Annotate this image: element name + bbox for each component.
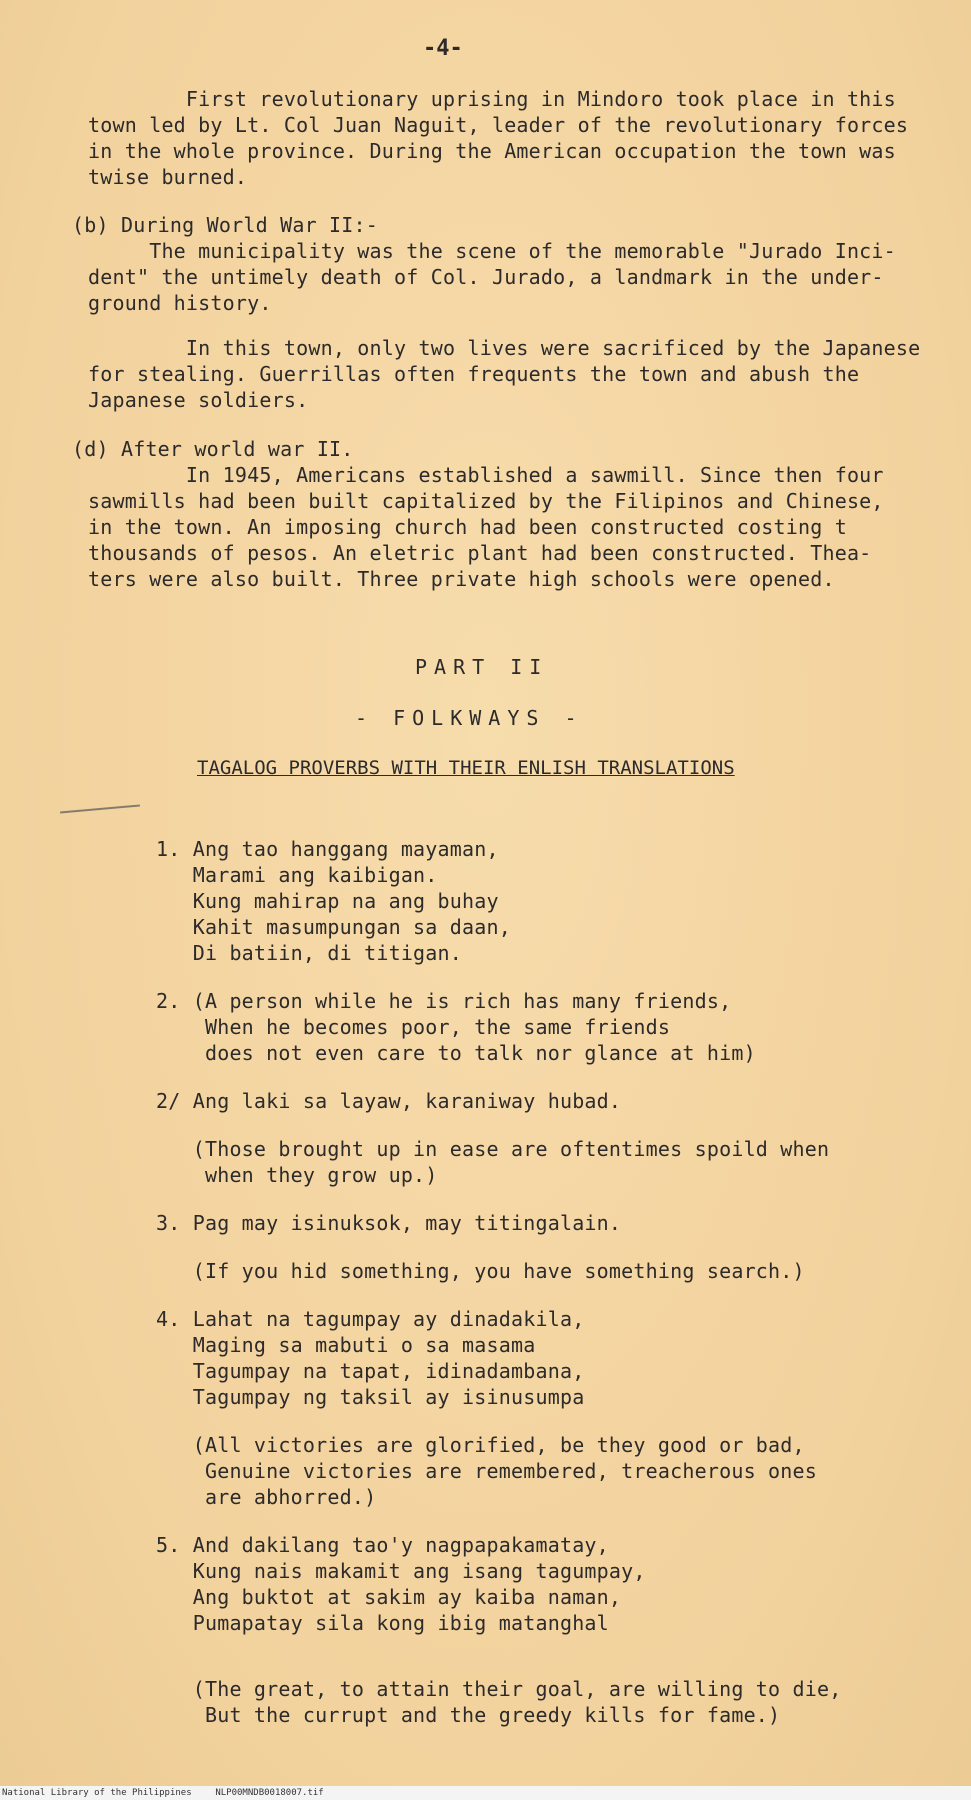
translation-line: (All victories are glorified, be they good or bad, [156,1433,805,1457]
paragraph-line: in the town. An imposing church had been constructed costing t [88,515,847,539]
proverb-line: 4. Lahat na tagumpay ay dinadakila, [156,1307,585,1331]
paragraph-line: thousands of pesos. An eletric plant had been constructed. Thea- [88,541,872,565]
proverbs-heading: TAGALOG PROVERBS WITH THEIR ENLISH TRANSLATIONS [197,757,735,779]
translation-line: does not even care to talk nor glance at him) [156,1041,756,1065]
translation-line: But the currupt and the greedy kills for fame.) [156,1703,781,1727]
proverb-line: Tagumpay ng taksil ay isinusumpa [156,1385,585,1409]
proverb-line: 2/ Ang laki sa layaw, karaniway hubad. [156,1089,622,1113]
translation-line: (If you hid something, you have something search.) [156,1259,805,1283]
proverb-line: 1. Ang tao hanggang mayaman, [156,837,499,861]
translation-line: are abhorred.) [156,1485,377,1509]
paragraph-line: In this town, only two lives were sacrificed by the Japanese [88,336,921,360]
paragraph-line: dent" the untimely death of Col. Jurado, a landmark in the under- [88,265,884,289]
translation-line: (The great, to attain their goal, are willing to die, [156,1677,842,1701]
footer-file: NLP00MNDB0018007.tif [215,1788,324,1798]
section-b-heading: (b) During World War II:- [72,213,379,237]
paragraph-line: First revolutionary uprising in Mindoro took place in this [88,87,896,111]
proverb-line: Pumapatay sila kong ibig matanghal [156,1611,609,1635]
proverb-line: Ang buktot at sakim ay kaiba naman, [156,1585,622,1609]
translation-line: (Those brought up in ease are oftentimes spoild when [156,1137,830,1161]
paragraph-line: for stealing. Guerrillas often frequents the town and abush the [88,362,860,386]
proverb-line: Kahit masumpungan sa daan, [156,915,511,939]
section-d-heading: (d) After world war II. [72,437,354,461]
paragraph-line: Japanese soldiers. [88,388,309,412]
translation-line: 2. (A person while he is rich has many friends, [156,989,732,1013]
paragraph-line: twise burned. [88,165,248,189]
translation-line: When he becomes poor, the same friends [156,1015,671,1039]
paragraph-line: town led by Lt. Col Juan Naguit, leader of the revolutionary forces [88,113,909,137]
proverb-line: 5. And dakilang tao'y nagpapakamatay, [156,1533,609,1557]
page-number: -4- [423,36,463,61]
part-title: PART II [415,655,549,679]
paragraph-line: The municipality was the scene of the memorable "Jurado Inci- [88,239,896,263]
translation-line: when they grow up.) [156,1163,438,1187]
footer-library: National Library of the Philippines [2,1788,192,1798]
proverb-line: Kung mahirap na ang buhay [156,889,499,913]
paragraph-line: in the whole province. During the American occupation the town was [88,139,896,163]
paragraph-line: ters were also built. Three private high schools were opened. [88,567,835,591]
folkways-title: - FOLKWAYS - [355,706,584,730]
proverb-line: Maging sa mabuti o sa masama [156,1333,536,1357]
margin-pencil-mark [60,805,140,814]
proverb-line: Marami ang kaibigan. [156,863,438,887]
paragraph-line: ground history. [88,291,272,315]
translation-line: Genuine victories are remembered, treacherous ones [156,1459,818,1483]
scan-footer [0,1786,971,1800]
paragraph-line: In 1945, Americans established a sawmill. Since then four [88,463,884,487]
proverb-line: Kung nais makamit ang isang tagumpay, [156,1559,646,1583]
proverb-line: Tagumpay na tapat, idinadambana, [156,1359,585,1383]
paragraph-line: sawmills had been built capitalized by the Filipinos and Chinese, [88,489,884,513]
proverb-line: 3. Pag may isinuksok, may titingalain. [156,1211,622,1235]
proverb-line: Di batiin, di titigan. [156,941,463,965]
